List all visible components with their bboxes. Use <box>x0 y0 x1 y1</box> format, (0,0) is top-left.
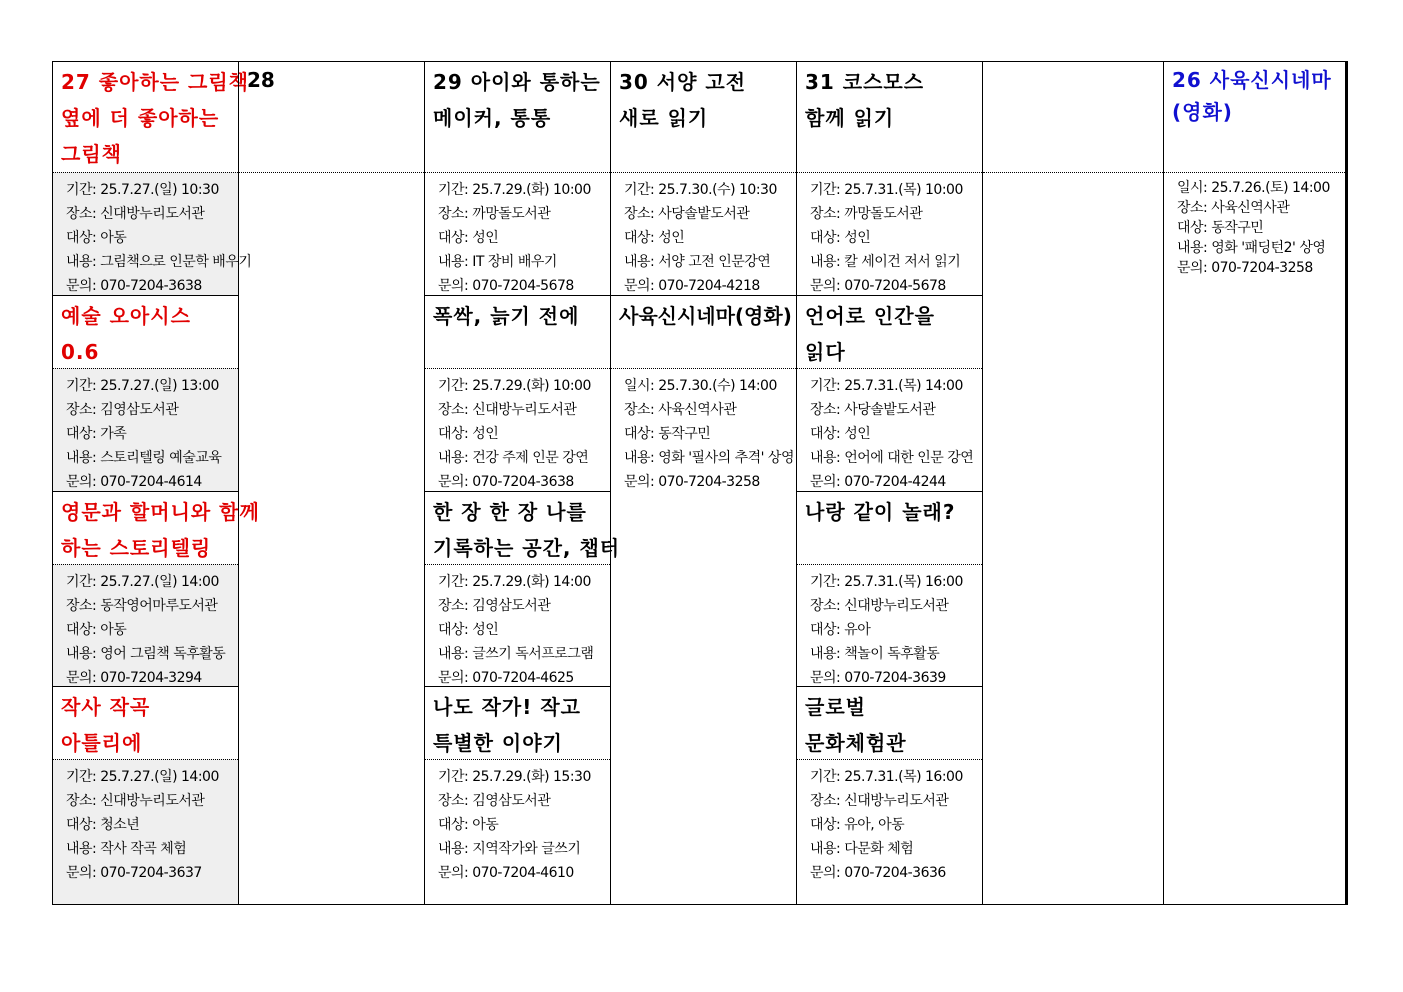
event-title <box>611 296 796 368</box>
event-period: 기간: 25.7.30.(수) 10:30 <box>624 182 777 198</box>
event-contact: 문의: 070-7204-3294 <box>66 670 202 686</box>
event-content: 내용: 칼 세이건 저서 읽기 <box>810 254 961 270</box>
event-title-line: 27 좋아하는 그림책 <box>61 70 249 94</box>
event-title <box>797 687 982 759</box>
event-info <box>53 368 238 491</box>
event-title <box>425 687 610 759</box>
event-period: 기간: 25.7.27.(일) 14:00 <box>66 769 219 785</box>
event-title-line: 폭싹, 늙기 전에 <box>433 304 580 328</box>
event-content: 내용: 그림책으로 인문학 배우기 <box>66 254 252 270</box>
event-content: 내용: 건강 주제 인문 강연 <box>438 450 589 466</box>
event-info <box>53 172 252 295</box>
event-place: 장소: 사육신역사관 <box>1177 200 1290 216</box>
event-title-line: 새로 읽기 <box>619 106 709 130</box>
event-title-line: 옆에 더 좋아하는 <box>61 106 220 130</box>
event-contact: 문의: 070-7204-3258 <box>624 474 760 490</box>
event-target: 대상: 성인 <box>438 622 499 638</box>
event-contact: 문의: 070-7204-4625 <box>438 670 574 686</box>
event-title-line: 나도 작가! 작고 <box>433 695 581 719</box>
event-title-line: 메이커, 통통 <box>433 106 552 130</box>
event-contact: 문의: 070-7204-5678 <box>810 278 946 294</box>
event-period: 기간: 25.7.31.(목) 16:00 <box>810 574 963 590</box>
event-period: 일시: 25.7.26.(토) 14:00 <box>1177 180 1330 196</box>
event-info <box>611 172 796 295</box>
event-contact: 문의: 070-7204-3638 <box>438 474 574 490</box>
event-info <box>425 564 610 687</box>
event-target: 대상: 성인 <box>438 230 499 246</box>
event-title-line: 사육신시네마(영화) <box>619 304 792 328</box>
event-title <box>53 296 238 368</box>
event-place: 장소: 사당솔밭도서관 <box>624 206 750 222</box>
event-target: 대상: 성인 <box>810 426 871 442</box>
event-title-line: 하는 스토리텔링 <box>61 536 212 560</box>
event-title <box>53 492 260 564</box>
event-info <box>611 368 796 904</box>
event-content: 내용: IT 장비 배우기 <box>438 254 557 270</box>
day-number: 28 <box>247 68 275 92</box>
event-content: 내용: 영화 '필사의 추격' 상영 <box>624 450 794 466</box>
event-period: 기간: 25.7.29.(화) 15:30 <box>438 769 591 785</box>
event-content: 내용: 영화 '패딩턴2' 상영 <box>1177 240 1326 256</box>
event-title <box>425 62 610 172</box>
event-info <box>53 759 238 904</box>
event-title <box>425 492 621 564</box>
event-title-line: 기록하는 공간, 챕터 <box>433 536 621 560</box>
event-info <box>425 759 610 904</box>
event-title-line: 언어로 인간을 <box>805 304 935 328</box>
event-target: 대상: 아동 <box>438 817 499 833</box>
event-info <box>797 368 982 491</box>
event-content: 내용: 스토리텔링 예술교육 <box>66 450 222 466</box>
event-title-line: 나랑 같이 놀래? <box>805 500 956 524</box>
event-title <box>53 687 238 759</box>
event-content: 내용: 지역작가와 글쓰기 <box>438 841 581 857</box>
event-place: 장소: 신대방누리도서관 <box>438 402 577 418</box>
event-contact: 문의: 070-7204-4614 <box>66 474 202 490</box>
event-contact: 문의: 070-7204-3638 <box>66 278 202 294</box>
event-info <box>53 564 238 687</box>
event-place: 장소: 사육신역사관 <box>624 402 737 418</box>
event-contact: 문의: 070-7204-3639 <box>810 670 946 686</box>
event-target: 대상: 유아 <box>810 622 871 638</box>
event-info <box>1164 172 1345 904</box>
event-place: 장소: 김영삼도서관 <box>438 598 551 614</box>
event-content: 내용: 언어에 대한 인문 강연 <box>810 450 974 466</box>
empty-info <box>983 172 1163 904</box>
event-target: 대상: 동작구민 <box>1177 220 1264 236</box>
empty-info <box>239 172 424 904</box>
event-target: 대상: 가족 <box>66 426 127 442</box>
event-content: 내용: 책놀이 독후활동 <box>810 646 940 662</box>
event-content: 내용: 글쓰기 독서프로그램 <box>438 646 594 662</box>
event-title <box>1164 62 1345 172</box>
day-column-28 <box>238 61 424 905</box>
event-title-line: 한 장 한 장 나를 <box>433 500 587 524</box>
event-title <box>425 296 610 368</box>
event-place: 장소: 사당솔밭도서관 <box>810 402 936 418</box>
event-period: 기간: 25.7.31.(목) 10:00 <box>810 182 963 198</box>
event-place: 장소: 동작영어마루도서관 <box>66 598 218 614</box>
day-column-30 <box>610 61 796 905</box>
day-column-31 <box>796 61 982 905</box>
event-title-line: 0.6 <box>61 340 100 364</box>
event-target: 대상: 유아, 아동 <box>810 817 905 833</box>
event-target: 대상: 청소년 <box>66 817 140 833</box>
event-period: 기간: 25.7.29.(화) 10:00 <box>438 378 591 394</box>
event-period: 기간: 25.7.31.(목) 16:00 <box>810 769 963 785</box>
event-title-line: 읽다 <box>805 340 846 364</box>
event-place: 장소: 까망돌도서관 <box>810 206 923 222</box>
event-place: 장소: 신대방누리도서관 <box>810 598 949 614</box>
event-place: 장소: 신대방누리도서관 <box>66 206 205 222</box>
event-title-line: 함께 읽기 <box>805 106 895 130</box>
event-title-line: 글로벌 <box>805 695 866 719</box>
day-column-26 <box>1163 61 1348 905</box>
event-info <box>425 368 610 491</box>
event-period: 일시: 25.7.30.(수) 14:00 <box>624 378 777 394</box>
event-target: 대상: 성인 <box>438 426 499 442</box>
event-target: 대상: 동작구민 <box>624 426 711 442</box>
event-contact: 문의: 070-7204-5678 <box>438 278 574 294</box>
event-contact: 문의: 070-7204-3637 <box>66 865 202 881</box>
event-contact: 문의: 070-7204-3258 <box>1177 260 1313 276</box>
event-title <box>797 62 982 172</box>
event-period: 기간: 25.7.27.(일) 14:00 <box>66 574 219 590</box>
event-title-line: 문화체험관 <box>805 731 907 755</box>
event-info <box>797 759 982 904</box>
event-title-line: 그림책 <box>61 142 122 166</box>
event-place: 장소: 까망돌도서관 <box>438 206 551 222</box>
event-content: 내용: 다문화 체험 <box>810 841 914 857</box>
event-title-line: 예술 오아시스 <box>61 304 191 328</box>
event-calendar-table <box>52 61 1348 905</box>
event-place: 장소: 김영삼도서관 <box>66 402 179 418</box>
event-target: 대상: 아동 <box>66 230 127 246</box>
event-title-line: 31 코스모스 <box>805 70 925 94</box>
event-title <box>611 62 796 172</box>
event-content: 내용: 영어 그림책 독후활동 <box>66 646 226 662</box>
event-title-line: 30 서양 고전 <box>619 70 747 94</box>
event-title-line: 작사 작곡 <box>61 695 151 719</box>
event-title-line: 아틀리에 <box>61 731 143 755</box>
event-title-line: 29 아이와 통하는 <box>433 70 601 94</box>
event-content: 내용: 서양 고전 인문강연 <box>624 254 771 270</box>
event-title-line: 특별한 이야기 <box>433 731 563 755</box>
event-period: 기간: 25.7.31.(목) 14:00 <box>810 378 963 394</box>
event-period: 기간: 25.7.27.(일) 13:00 <box>66 378 219 394</box>
event-contact: 문의: 070-7204-3636 <box>810 865 946 881</box>
event-period: 기간: 25.7.27.(일) 10:30 <box>66 182 219 198</box>
day-column-27 <box>52 61 260 905</box>
event-period: 기간: 25.7.29.(화) 10:00 <box>438 182 591 198</box>
event-contact: 문의: 070-7204-4218 <box>624 278 760 294</box>
day-column-empty <box>982 61 1163 905</box>
event-info <box>425 172 610 295</box>
event-info <box>797 564 982 687</box>
event-period: 기간: 25.7.29.(화) 14:00 <box>438 574 591 590</box>
event-title-line: 영문과 할머니와 함께 <box>61 500 260 524</box>
event-contact: 문의: 070-7204-4244 <box>810 474 946 490</box>
event-target: 대상: 아동 <box>66 622 127 638</box>
event-contact: 문의: 070-7204-4610 <box>438 865 574 881</box>
event-title-line: 26 사육신시네마 <box>1172 68 1332 92</box>
event-info <box>797 172 982 295</box>
event-title <box>53 62 249 172</box>
event-place: 장소: 신대방누리도서관 <box>810 793 949 809</box>
event-target: 대상: 성인 <box>810 230 871 246</box>
event-place: 장소: 신대방누리도서관 <box>66 793 205 809</box>
event-title <box>797 492 982 564</box>
event-title-line: (영화) <box>1172 100 1233 124</box>
day-column-29 <box>424 61 621 905</box>
event-title <box>797 296 982 368</box>
event-place: 장소: 김영삼도서관 <box>438 793 551 809</box>
event-target: 대상: 성인 <box>624 230 685 246</box>
event-content: 내용: 작사 작곡 체험 <box>66 841 187 857</box>
